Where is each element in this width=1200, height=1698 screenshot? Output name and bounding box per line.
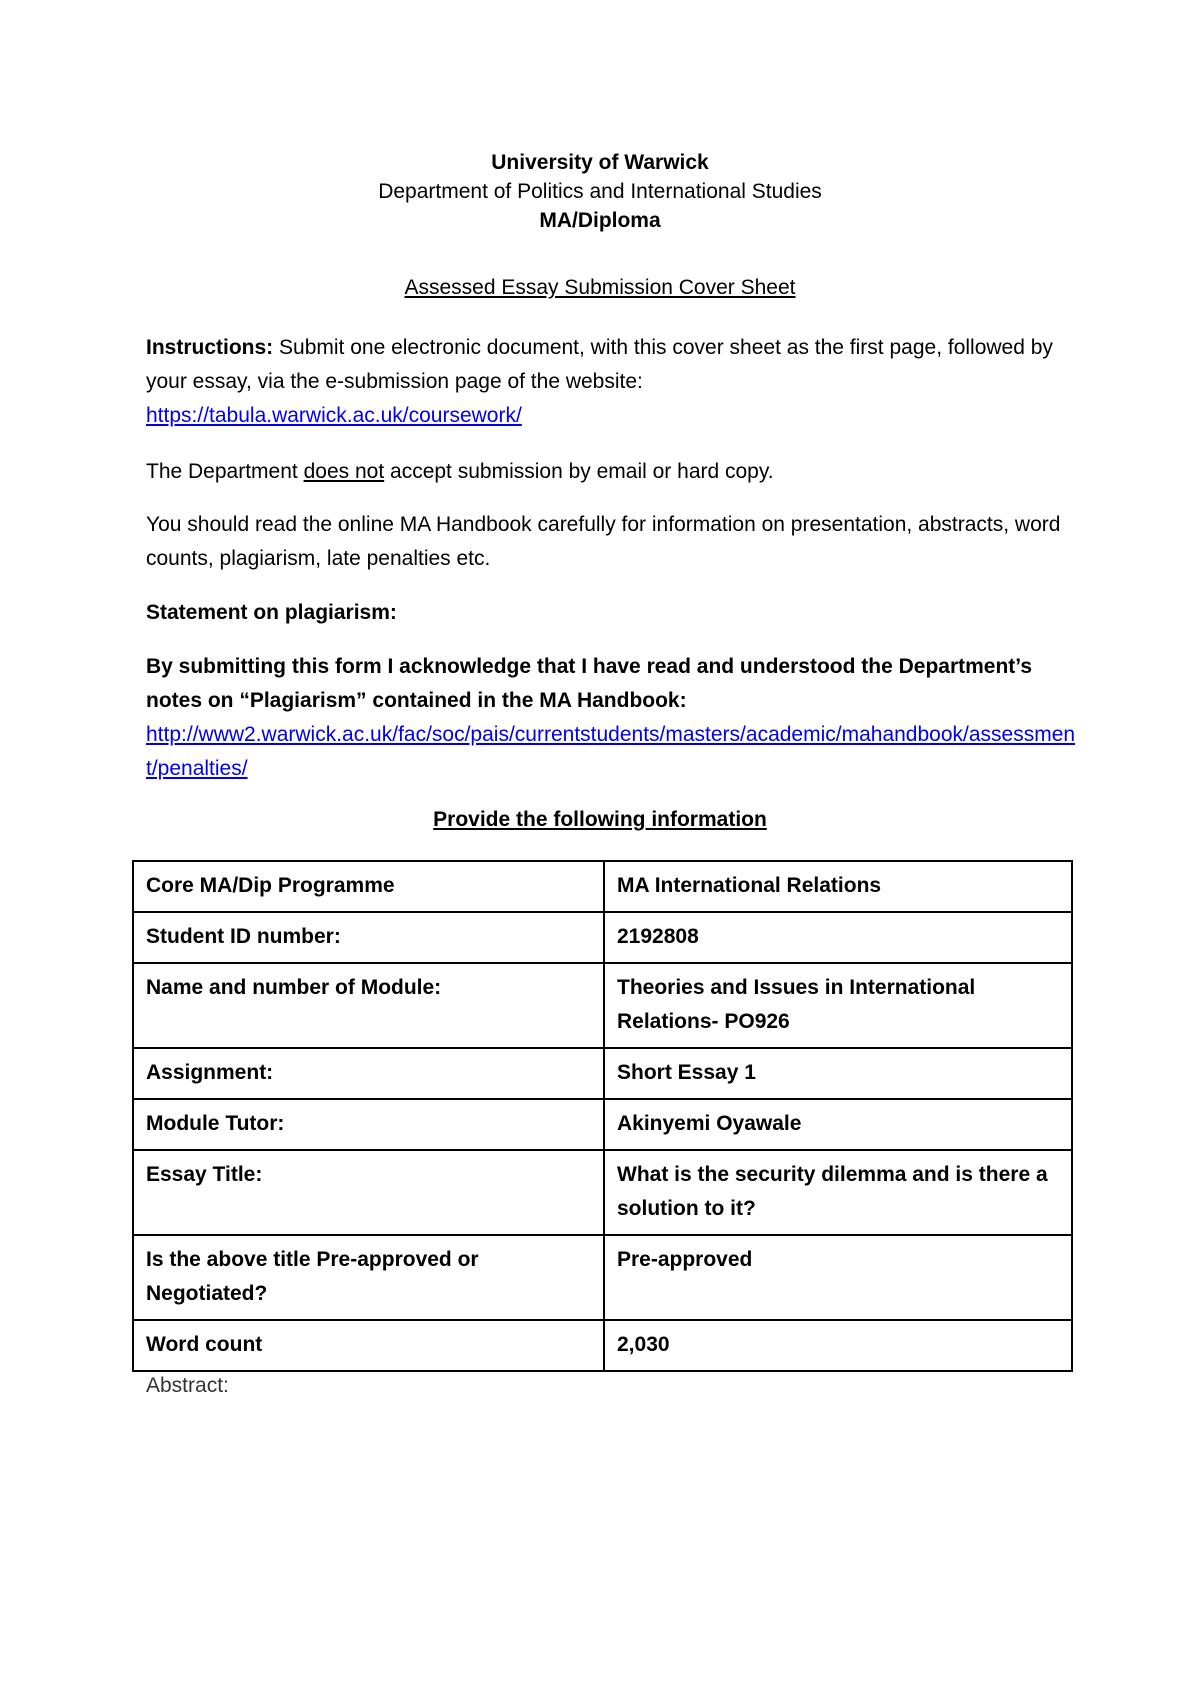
row-value: Short Essay 1 [604,1048,1072,1099]
table-row [133,1150,1072,1235]
plagiarism-statement-block [146,650,1076,786]
instructions-text: Submit one electronic document, with this cover sheet as the first page, followed by your essay, via the e-submission page of the website: [146,336,1053,393]
row-label: Core MA/Dip Programme [133,861,604,912]
row-value: What is the security dilemma and is there a solution to it? [604,1150,1072,1235]
department-policy [146,455,1076,489]
programme-level: MA/Diploma [539,209,661,232]
university-name: University of Warwick [491,151,709,174]
row-label: Is the above title Pre-approved or Negotiated? [133,1235,604,1320]
row-value: Pre-approved [604,1235,1072,1320]
table-row [133,1235,1072,1320]
instructions-paragraph [146,331,1076,433]
document-header [0,148,1200,302]
policy-suffix: accept submission by email or hard copy. [390,460,774,483]
row-label: Assignment: [133,1048,604,1099]
table-row [133,1320,1072,1371]
table-row [133,1048,1072,1099]
row-label: Word count [133,1320,604,1371]
table-row [133,1099,1072,1150]
row-label: Module Tutor: [133,1099,604,1150]
row-label: Student ID number: [133,912,604,963]
row-value: 2,030 [604,1320,1072,1371]
row-value: 2192808 [604,912,1072,963]
row-label: Essay Title: [133,1150,604,1235]
row-value: Theories and Issues in International Relations- PO926 [604,963,1072,1048]
plagiarism-heading: Statement on plagiarism: [146,601,397,624]
row-label: Name and number of Module: [133,963,604,1048]
row-value: MA International Relations [604,861,1072,912]
row-value: Akinyemi Oyawale [604,1099,1072,1150]
sheet-title: Assessed Essay Submission Cover Sheet [404,276,796,299]
department-name: Department of Politics and International Studies [378,180,822,203]
table-row [133,963,1072,1048]
handbook-note: You should read the online MA Handbook carefully for information on presentation, abstracts, word counts, plagiarism, late penalties etc. [146,513,1061,570]
plagiarism-link[interactable]: http://www2.warwick.ac.uk/fac/soc/pais/currentstudents/masters/academic/mahandbook/assessment/penalties/ [146,723,1076,780]
abstract-label: Abstract: [146,1374,229,1397]
form-heading: Provide the following information [433,808,767,831]
instructions-label: Instructions: [146,336,274,359]
information-table [132,860,1073,1372]
table-row [133,861,1072,912]
policy-prefix: The Department [146,460,298,483]
policy-emphasis: does not [303,460,385,483]
coursework-link[interactable]: https://tabula.warwick.ac.uk/coursework/ [146,404,522,427]
table-row [133,912,1072,963]
plagiarism-statement: By submitting this form I acknowledge that I have read and understood the Department’s notes on “Plagiarism” contained in the MA Handbook: [146,655,1033,712]
